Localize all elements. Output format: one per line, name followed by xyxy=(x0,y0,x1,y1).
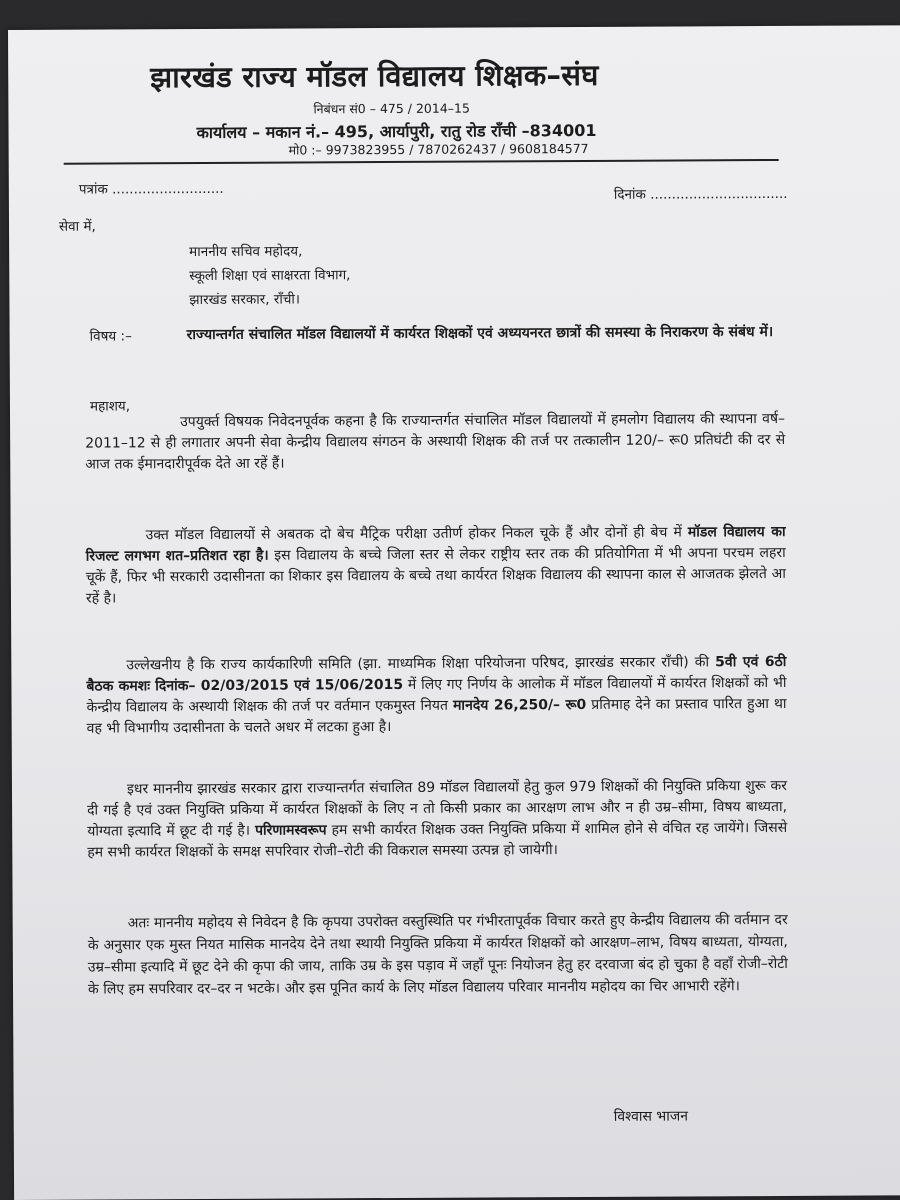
to-label: सेवा में, xyxy=(58,218,96,235)
result-highlight: मॉडल विद्यालय का रिजल्ट लगभग शत–प्रतिशत रहा है। xyxy=(85,523,786,565)
paragraph-text: उक्त मॉडल विद्यालयों से अबतक दो बेच मैट्रिक परीक्षा उतीर्ण होकर निकल चूके हैं और दोनों ही बेच में xyxy=(145,524,688,544)
paragraph-4 xyxy=(87,776,787,864)
paragraph-text: उल्लेखनीय है कि राज्य कार्यकारिणी समिति (झा. माध्यमिक शिक्षा परियोजना परिषद, झारखंड सरकार राँची) की xyxy=(126,654,716,674)
letter-number: पत्रांक .......................... xyxy=(78,180,224,198)
organization-title: झारखंड राज्य मॉडल विद्यालय शिक्षक–संघ xyxy=(150,57,599,95)
recipient-line: स्कूली शिक्षा एवं साक्षरता विभाग, xyxy=(189,267,351,285)
letter-page xyxy=(8,25,900,1200)
subject-text: राज्यान्तर्गत संचालित मॉडल विद्यालयों में कार्यरत शिक्षकों एवं अध्ययनरत छात्रों की समस्या के निराकरण के संबंध में। xyxy=(186,323,774,344)
letterhead-divider xyxy=(64,159,779,165)
recipient-line: माननीय सचिव महोदय, xyxy=(189,243,303,261)
subject-label: विषय :– xyxy=(89,328,132,345)
paragraph-text: प्रतिमाह देने का प्रस्ताव पारित हुआ था वह भी विभागीय उदासीनता के चलते अधर में लटका हुआ है। xyxy=(86,695,787,737)
paragraph-5: अतः माननीय महोदय से निवेदन है कि कृपया उपरोक्त वस्तुस्थिति पर गंभीरतापूर्वक विचार करते हुए केन्द्रीय विद्यालय की वर्तमान दर के अनुसार एक मुस्त नियत मासिक मानदेय देने तथा स्थायी नियुक्ति प्रकिया में कार्यरत शिक्षकों को आरक्षण–लाभ, विषय बाध्यता, योग्यता, उम्र–सीमा इत्यादि में छूट देने की कृपा की जाय, ताकि उम्र के इस पड़ाव में जहाँ पूनः नियोजन हेतु हर दरवाजा बंद हो चुका है वहाँ रोजी–रोटी के लिए हम सपरिवार दर–दर न भटके। और इस पूनित कार्य के लिए मॉडल विद्यालय परिवार माननीय महोदय का चिर आभारी रहेंगे। xyxy=(87,911,788,998)
meeting-dates-highlight: 5वी एवं 6ठी बैठक कमशः दिनांक– 02/03/2015 एवं 15/06/2015 xyxy=(86,653,787,695)
letter-date: दिनांक ................................ xyxy=(613,185,788,203)
paragraph-text: इस विद्यालय के बच्चे जिला स्तर से लेकर राष्ट्रीय स्तर तक की प्रतियोगिता में भी अपना परचम लहरा चूकें हैं, फिर भी सरकारी उदासीनता का शिकार इस विद्यालय के बच्चे तथा कार्यरत शिक्षक विद्यालय की स्थापना काल से आजतक झेलते आ रहें है। xyxy=(85,544,786,607)
recipient-line: झारखंड सरकार, राँची। xyxy=(189,291,301,309)
registration-number: निबंधन सं0 – 475 / 2014–15 xyxy=(313,100,470,117)
closing-signature: विश्वास भाजन xyxy=(613,1108,689,1125)
paragraph-1: उपयुर्क्त विषयक निवेदनपूर्वक कहना है कि राज्यान्तर्गत संचालित मॉडल विद्यालयों में हमलोग विद्यालय की स्थापना वर्ष–2011–12 से ही लगातार अपनी सेवा केन्द्रीय विद्यालय संगठन के अस्थायी शिक्षक की तर्ज पर तत्कालीन 120/– रू0 प्रतिघंटी की दर से आज तक ईमानदारीपूर्वक देते आ रहें हैं। xyxy=(85,410,786,473)
office-address: कार्यालय – मकान नं.– 495, आर्यापुरी, रातु रोड राँची –834001 xyxy=(196,120,597,143)
paragraph-text: इधर माननीय झारखंड सरकार द्वारा राज्यान्तर्गत संचालित 89 मॉडल विद्यालयों हेतु कुल 979 शिक्षकों की नियुक्ति प्रकिया शुरू कर दी गई है एवं उक्त नियुक्ति प्रकिया में कार्यरत शिक्षकों के लिए न तो किसी प्रकार का आरक्षण लाभ और न ही उम्र–सीमा, विषय बाध्यता, योग्यता इत्यादि में छूट दी गई है। xyxy=(87,777,788,840)
paragraph-text: हम सभी कार्यरत शिक्षक उक्त नियुक्ति प्रकिया में शामिल होने से वंचित रह जायेंगे। जिससे हम सभी कार्यरत शिक्षकों के समक्ष सपरिवार रोजी–रोटी की विकराल समस्या उत्पन्न हो जायेगी। xyxy=(87,819,788,861)
consequence-highlight: परिणामस्वरूप xyxy=(255,822,327,839)
paragraph-text: में लिए गए निर्णय के आलोक में मॉडल विद्यालयों में कार्यरत शिक्षकों को भी केन्द्रीय विद्यालय के अस्थायी शिक्षक की तर्ज पर वर्तमान एकमुस्त नियत xyxy=(86,674,787,716)
paragraph-3 xyxy=(86,652,786,740)
greeting: महाशय, xyxy=(89,398,131,415)
paragraph-2 xyxy=(86,522,786,610)
honorarium-highlight: मानदेय 26,250/– रू0 xyxy=(453,696,587,714)
mobile-numbers: मो0 :– 9973823955 / 7870262437 / 9608184577 xyxy=(288,140,589,158)
